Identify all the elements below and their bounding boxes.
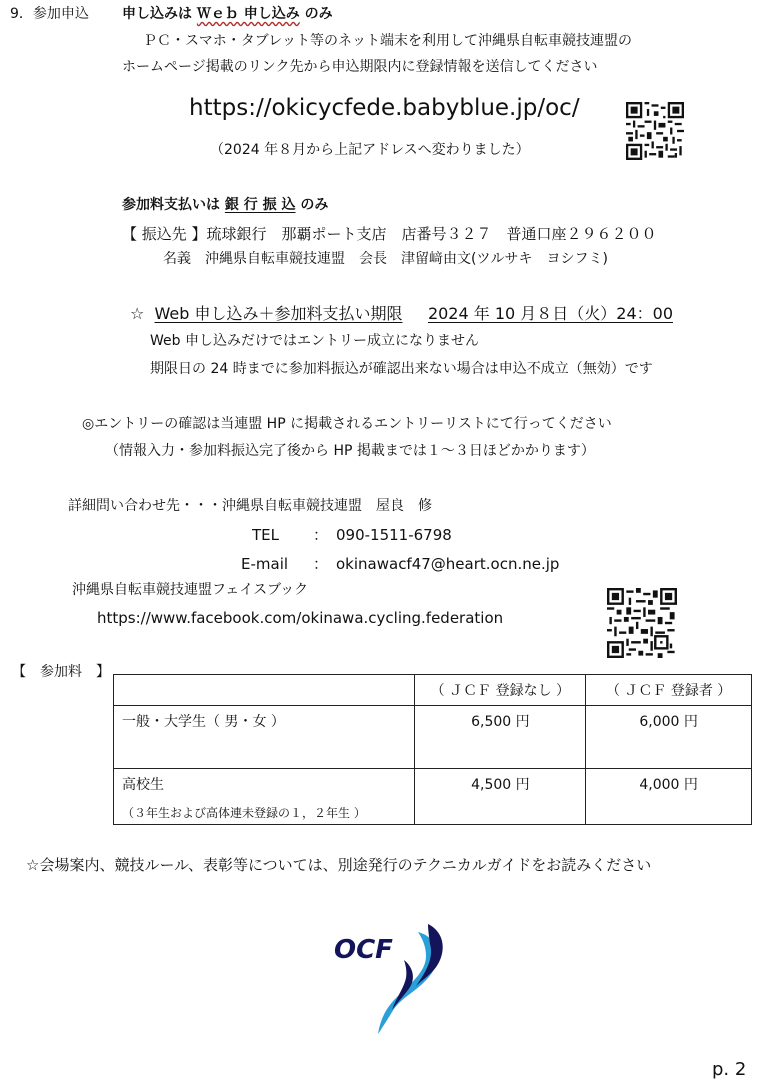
payment-title <box>122 197 328 214</box>
fee-category-cell <box>114 769 415 825</box>
section-heading: 9．参加申込 <box>10 6 89 22</box>
contact-heading: 詳細問い合わせ先・・・沖縄県自転車競技連盟 屋良 修 <box>68 498 432 514</box>
deadline-date: 2024 年 10 月８日（火）24：00 <box>427 304 673 323</box>
tel-label: TEL <box>252 526 279 544</box>
fee-jcf: 6,000 円 <box>586 706 752 769</box>
registration-url[interactable]: https://okicycfede.babyblue.jp/oc/ <box>189 95 580 121</box>
email-separator: ： <box>313 555 329 573</box>
method-prefix: 申し込みは <box>122 6 192 22</box>
qr-code-facebook <box>607 588 677 658</box>
entry-check-line-2: （情報入力・参加料振込完了後から HP 掲載までは１～３日ほどかかります） <box>105 443 595 459</box>
facebook-url[interactable]: https://www.facebook.com/okinawa.cycling.federation <box>97 609 504 627</box>
fees-label: 【 参加料 】 <box>12 664 110 680</box>
method-web: Ｗｅｂ 申し込み <box>196 6 300 22</box>
tel-separator: ： <box>313 526 329 544</box>
method-suffix: のみ <box>304 6 333 22</box>
email-label: E-mail <box>241 555 289 573</box>
fee-jcf: 4,000 円 <box>586 769 752 825</box>
payment-suffix: のみ <box>300 197 329 213</box>
logo-swoosh-inner <box>392 960 413 1010</box>
fee-no-jcf: 6,500 円 <box>415 706 586 769</box>
facebook-label: 沖縄県自転車競技連盟フェイスブック <box>72 582 309 598</box>
logo-text: OCF <box>334 935 393 965</box>
ocf-logo <box>330 920 450 1036</box>
fee-category: 一般・大学生（ 男・女 ） <box>114 706 415 769</box>
deadline-note-1: Web 申し込みだけではエントリー成立になりません <box>150 333 479 349</box>
fees-header-row <box>114 675 752 706</box>
fees-header-jcf: （ ＪＣＦ 登録者 ） <box>586 675 752 706</box>
entry-check-line-1: ◎エントリーの確認は当連盟 HP に掲載されるエントリーリストにて行ってください <box>82 416 612 432</box>
fee-no-jcf: 4,500 円 <box>415 769 586 825</box>
bank-account-line: 【 振込先 】琉球銀行 那覇ポート支店 店番号３２７ 普通口座２９６２００ <box>122 225 657 243</box>
tel-number[interactable]: 090-1511-6798 <box>336 526 452 544</box>
table-row <box>114 706 752 769</box>
deadline-line <box>130 304 673 323</box>
fee-category: 高校生 <box>122 777 164 793</box>
page-number: p. 2 <box>712 1059 747 1080</box>
fees-header-empty <box>114 675 415 706</box>
qr-code-registration <box>626 102 684 160</box>
payment-prefix: 参加料支払いは <box>122 197 220 213</box>
deadline-label: Web 申し込み＋参加料支払い期限 <box>154 304 403 323</box>
payment-method: 銀 行 振 込 <box>224 197 296 213</box>
fees-table <box>113 674 752 825</box>
fee-category-sub: （３年生および高体連未登録の１，２年生 ） <box>122 806 366 820</box>
desc-line-1: ＰＣ・スマホ・タブレット等のネット端末を利用して沖縄県自転車競技連盟の <box>143 33 633 49</box>
star-icon: ☆ <box>130 304 145 323</box>
table-row <box>114 769 752 825</box>
email-address[interactable]: okinawacf47@heart.ocn.ne.jp <box>336 555 560 573</box>
desc-line-2: ホームページ掲載のリンク先から申込期限内に登録情報を送信してください <box>122 59 598 75</box>
method-line <box>122 6 333 23</box>
fees-header-no-jcf: （ ＪＣＦ 登録なし ） <box>415 675 586 706</box>
url-note: （2024 年８月から上記アドレスへ変わりました） <box>210 142 530 158</box>
footer-note: ☆会場案内、競技ルール、表彰等については、別途発行のテクニカルガイドをお読みください <box>26 856 652 874</box>
account-name-line: 名義 沖縄県自転車競技連盟 会長 津留﨑由文(ツルサキ ヨシフミ) <box>163 251 608 267</box>
deadline-note-2: 期限日の 24 時までに参加料振込が確認出来ない場合は申込不成立（無効）です <box>150 361 653 377</box>
